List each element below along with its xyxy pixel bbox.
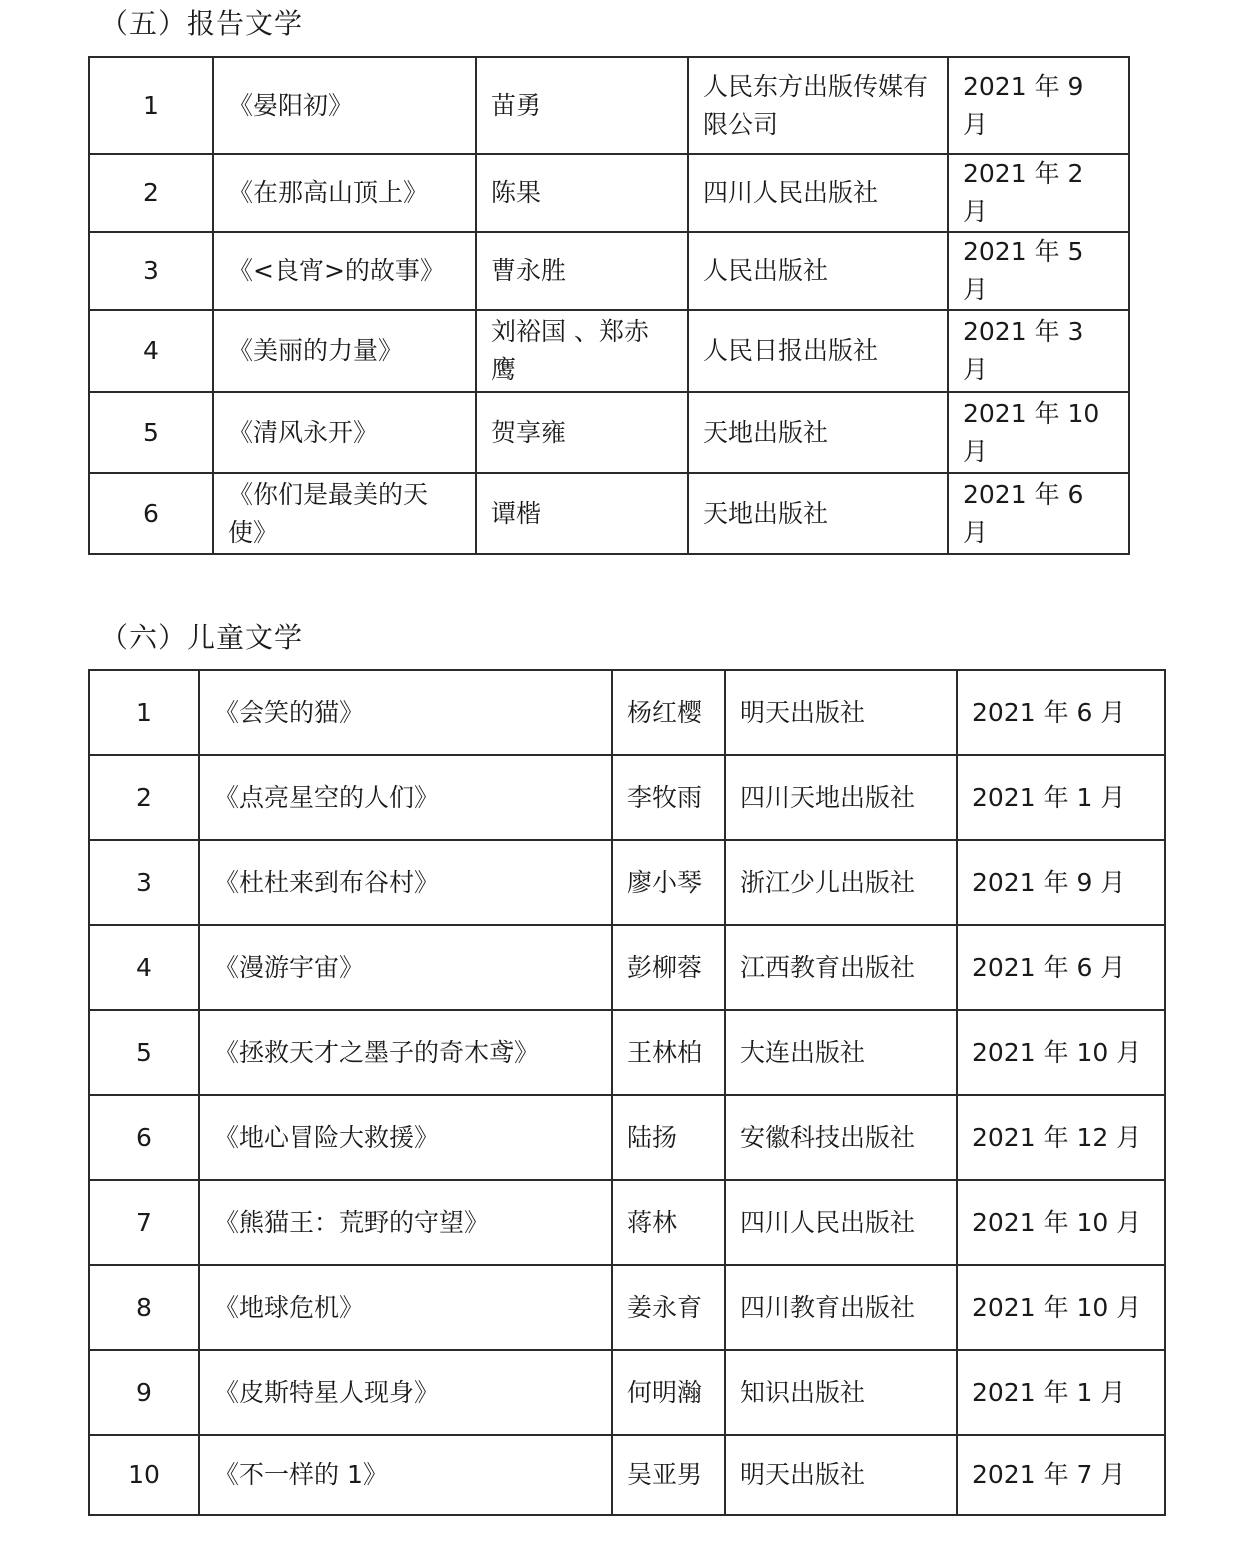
table-row [89, 1265, 1165, 1350]
childrens-literature-table [88, 669, 1166, 1516]
table-row [89, 925, 1165, 1010]
table-row [89, 670, 1165, 755]
publish-date: 2021 年 5 月 [948, 232, 1129, 310]
book-publisher: 四川人民出版社 [688, 154, 948, 232]
book-publisher: 人民出版社 [688, 232, 948, 310]
book-author: 杨红樱 [612, 670, 725, 755]
row-number: 1 [89, 670, 199, 755]
book-title: 《漫游宇宙》 [199, 925, 612, 1010]
publish-date: 2021 年 12 月 [957, 1095, 1165, 1180]
book-title: 《点亮星空的人们》 [199, 755, 612, 840]
book-author: 姜永育 [612, 1265, 725, 1350]
book-author: 曹永胜 [476, 232, 688, 310]
book-publisher: 明天出版社 [725, 670, 957, 755]
book-publisher: 浙江少儿出版社 [725, 840, 957, 925]
book-author: 吴亚男 [612, 1435, 725, 1515]
table-row [89, 57, 1129, 154]
row-number: 5 [89, 1010, 199, 1095]
book-author: 陈果 [476, 154, 688, 232]
publish-date: 2021 年 9 月 [948, 57, 1129, 154]
row-number: 2 [89, 154, 213, 232]
row-number: 9 [89, 1350, 199, 1435]
publish-date: 2021 年 10 月 [957, 1010, 1165, 1095]
table-row [89, 1180, 1165, 1265]
row-number: 6 [89, 1095, 199, 1180]
row-number: 8 [89, 1265, 199, 1350]
publish-date: 2021 年 10 月 [948, 392, 1129, 473]
row-number: 1 [89, 57, 213, 154]
book-title: 《美丽的力量》 [213, 310, 476, 392]
publish-date: 2021 年 1 月 [957, 755, 1165, 840]
publish-date: 2021 年 10 月 [957, 1180, 1165, 1265]
publish-date: 2021 年 6 月 [957, 925, 1165, 1010]
book-title: 《地球危机》 [199, 1265, 612, 1350]
book-publisher: 安徽科技出版社 [725, 1095, 957, 1180]
book-title: 《<良宵>的故事》 [213, 232, 476, 310]
row-number: 3 [89, 840, 199, 925]
book-publisher: 四川人民出版社 [725, 1180, 957, 1265]
book-author: 谭楷 [476, 473, 688, 554]
table-row [89, 232, 1129, 310]
book-title: 《地心冒险大救援》 [199, 1095, 612, 1180]
book-publisher: 人民东方出版传媒有限公司 [688, 57, 948, 154]
book-author: 蒋林 [612, 1180, 725, 1265]
publish-date: 2021 年 10 月 [957, 1265, 1165, 1350]
book-title: 《拯救天才之墨子的奇木鸢》 [199, 1010, 612, 1095]
row-number: 5 [89, 392, 213, 473]
book-publisher: 江西教育出版社 [725, 925, 957, 1010]
book-author: 陆扬 [612, 1095, 725, 1180]
table-row [89, 1010, 1165, 1095]
book-publisher: 四川天地出版社 [725, 755, 957, 840]
book-title: 《你们是最美的天使》 [213, 473, 476, 554]
book-author: 彭柳蓉 [612, 925, 725, 1010]
book-publisher: 明天出版社 [725, 1435, 957, 1515]
table-row [89, 154, 1129, 232]
book-title: 《晏阳初》 [213, 57, 476, 154]
row-number: 3 [89, 232, 213, 310]
book-author: 李牧雨 [612, 755, 725, 840]
book-title: 《皮斯特星人现身》 [199, 1350, 612, 1435]
publish-date: 2021 年 7 月 [957, 1435, 1165, 1515]
row-number: 4 [89, 925, 199, 1010]
book-author: 苗勇 [476, 57, 688, 154]
book-title: 《会笑的猫》 [199, 670, 612, 755]
publish-date: 2021 年 9 月 [957, 840, 1165, 925]
book-title: 《清风永开》 [213, 392, 476, 473]
publish-date: 2021 年 6 月 [957, 670, 1165, 755]
book-title: 《杜杜来到布谷村》 [199, 840, 612, 925]
book-publisher: 四川教育出版社 [725, 1265, 957, 1350]
row-number: 7 [89, 1180, 199, 1265]
reportage-table [88, 56, 1130, 555]
table-row [89, 1435, 1165, 1515]
book-publisher: 天地出版社 [688, 473, 948, 554]
row-number: 6 [89, 473, 213, 554]
publish-date: 2021 年 2 月 [948, 154, 1129, 232]
book-title: 《熊猫王：荒野的守望》 [199, 1180, 612, 1265]
publish-date: 2021 年 3 月 [948, 310, 1129, 392]
book-author: 何明瀚 [612, 1350, 725, 1435]
publish-date: 2021 年 1 月 [957, 1350, 1165, 1435]
table-row [89, 392, 1129, 473]
book-author: 刘裕国 、郑赤鹰 [476, 310, 688, 392]
section-heading-childrens-literature: （六）儿童文学 [100, 621, 304, 654]
book-publisher: 人民日报出版社 [688, 310, 948, 392]
book-publisher: 大连出版社 [725, 1010, 957, 1095]
table-row [89, 310, 1129, 392]
table-row [89, 1350, 1165, 1435]
book-author: 王林柏 [612, 1010, 725, 1095]
row-number: 4 [89, 310, 213, 392]
book-publisher: 知识出版社 [725, 1350, 957, 1435]
book-title: 《在那高山顶上》 [213, 154, 476, 232]
row-number: 2 [89, 755, 199, 840]
book-author: 廖小琴 [612, 840, 725, 925]
book-publisher: 天地出版社 [688, 392, 948, 473]
table-row [89, 473, 1129, 554]
row-number: 10 [89, 1435, 199, 1515]
table-row [89, 755, 1165, 840]
table-row [89, 840, 1165, 925]
book-title: 《不一样的 1》 [199, 1435, 612, 1515]
book-author: 贺享雍 [476, 392, 688, 473]
table-row [89, 1095, 1165, 1180]
section-heading-reportage: （五）报告文学 [100, 7, 304, 40]
publish-date: 2021 年 6 月 [948, 473, 1129, 554]
